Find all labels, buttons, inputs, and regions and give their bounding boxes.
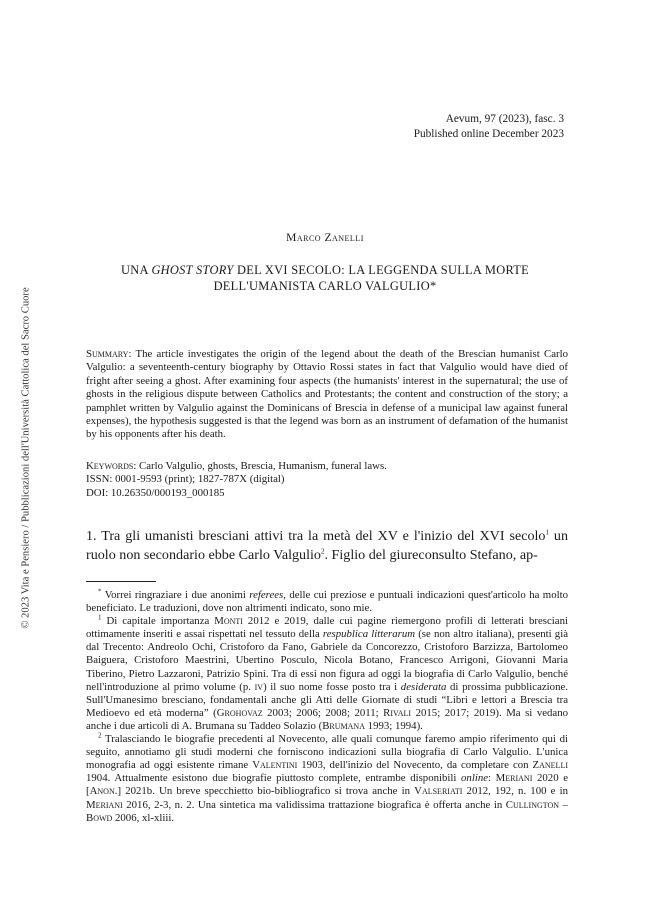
footnote-divider <box>86 581 156 582</box>
title-line-2: DELL'UMANISTA CARLO VALGULIO* <box>213 279 437 293</box>
keywords-label: Keywords <box>86 460 134 472</box>
summary-label: Summary <box>86 348 129 360</box>
journal-citation: Aevum, 97 (2023), fasc. 3 <box>445 113 564 125</box>
summary-abstract <box>86 348 568 442</box>
footnote-ref-2: 2 <box>320 546 325 555</box>
author-name: Marco Zanelli <box>286 232 364 244</box>
keywords-block <box>86 460 568 500</box>
issn-line: ISSN: 0001-9593 (print); 1827-787X (digital) <box>86 473 285 486</box>
summary-text: : The article investigates the origin of the legend about the death of the Brescian humanist Carlo Valgulio: a seventeenth-century biography by Ottavio Rossi states in fact that Valgulio would have died of fright after seeing a ghost. After examining four aspects (the humanists' interest in the supernatural; the use of ghosts in the religious dispute between Catholics and Protestants; the content and construction of the story; a pamphlet written by Valgulio against the Dominicans of Brescia in defense of a municipal law against funeral expenses), the hypothesis suggested is that the legend was born as an instrument of defamation of the humanist by his opponents after his death. <box>86 348 568 441</box>
title-line-1: UNA GHOST STORY DEL XVI SECOLO: LA LEGGENDA SULLA MORTE <box>120 263 530 277</box>
footnote-1: $^1$ Di capitale importanza Monti 2012 e 2019, dalle cui pagine riemergono profili di letterati bresciani ottimamente inseriti e assai rispettati nel tessuto della respublica litterarum (se non altro italiana), presenti già dal Trecento: Andreolo Ochi, Cristoforo da Fano, Gabriele da Concorezzo, Cristoforo Barzizza, Bartolomeo Baiguera, Cristoforo Maestrini, Ubertino Posculo, Nicola Botano, Francesco Arrigoni, Giovanni Maria Tiberino, Pietro Lazzaroni, Patrizio Spini. Tra di essi non figura ad oggi la biografia di Carlo Valgulio, benché nell'introduzione al primo volume (p. iv) il suo nome fosse posto tra i desiderata di prossima pubblicazione. Sull'Umanesimo bresciano, fondamentali anche gli Atti delle Giornate di studi “Libri e lettori a Brescia tra Medioevo ed età moderna” (Grohovaz 2003; 2006; 2008; 2011; Rivali 2015; 2017; 2019). Ma si vedano anche i due articoli di A. Brumana su Taddeo Solazio (Brumana 1993; 1994). <box>86 613 568 732</box>
keywords-text: : Carlo Valgulio, ghosts, Brescia, Humanism, funeral laws. <box>133 460 387 472</box>
footnote-2: $^2$ Tralasciando le biografie precedenti al Novecento, alle quali comunque faremo ampio riferimento qui di seguito, annotiamo gli studi moderni che forniscono indicazioni sulla biografia di Carlo Valgulio. L'unica monografia ad oggi esistente rimane Valentini 1903, dell'inizio del Novecento, da completare con Zanelli 1904. Attualmente esistono due biografie piuttosto complete, entrambe disponibili online: Meriani 2020 e [Anon.] 2021b. Un breve specchietto bio-bibliografico si trova anche in Valseriati 2012, 192, n. 100 e in Meriani 2016, 2-3, n. 2. Una sintetica ma validissima trattazione biografica è offerta anche in Cullington – Bowd 2006, xl-xliii. <box>86 731 569 824</box>
body-paragraph: 1. Tra gli umanisti bresciani attivi tra la metà del XV e l'inizio del XVI secolo$^1$ un ruolo non secondario ebbe Carlo Valgulio$^2$. Figlio del giureconsulto Stefano, ap- <box>86 528 568 563</box>
doi-line: DOI: 10.26350/000193_000185 <box>86 486 225 499</box>
footnotes <box>86 589 568 825</box>
journal-header <box>414 112 564 142</box>
footnote-star: * Vorrei ringraziare i due anonimi referees, delle cui preziose e puntuali indicazioni quest'articolo ha molto beneficiato. Le traduzioni, dove non altrimenti indicato, sono mie. <box>86 587 568 615</box>
copyright-text: © 2023 Vita e Pensiero / Pubblicazioni dell'Università Cattolica del Sacro Cuore <box>20 287 32 629</box>
footnote-ref-1: 1 <box>545 528 549 537</box>
keywords-line <box>86 460 568 473</box>
article-title <box>80 262 570 294</box>
publication-date: Published online December 2023 <box>413 128 564 140</box>
